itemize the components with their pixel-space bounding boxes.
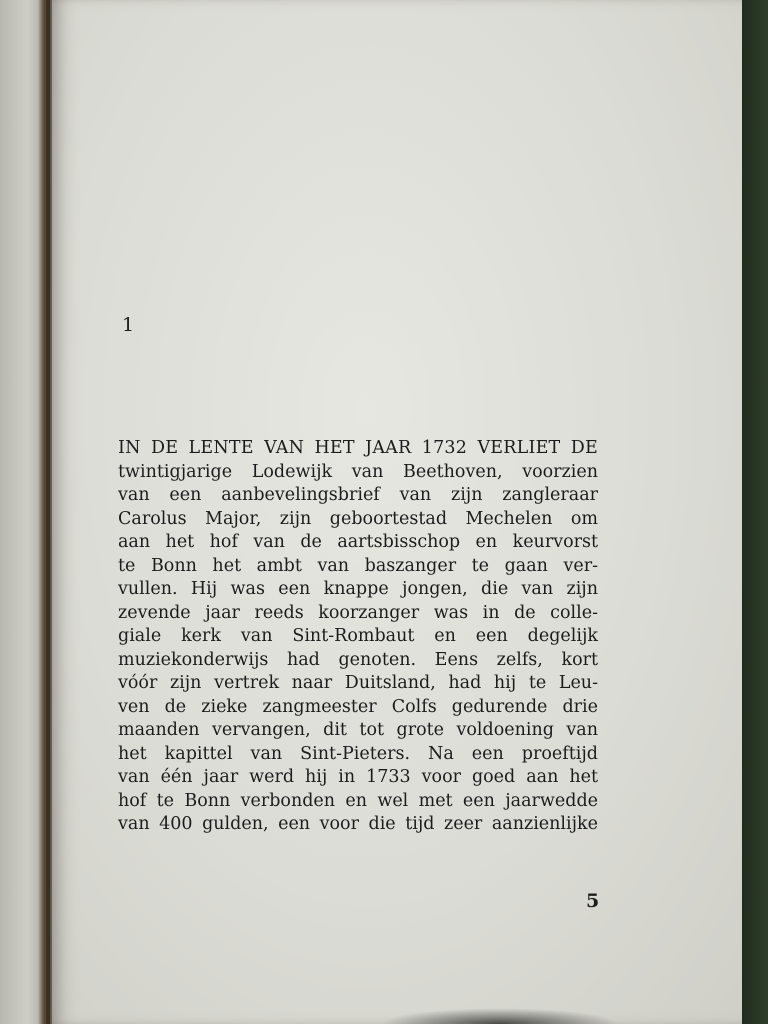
text-line: het kapittel van Sint-Pieters. Na een proeftijd: [118, 743, 598, 764]
text-line: muziekonderwijs had genoten. Eens zelfs, kort: [118, 649, 598, 670]
body-text: [118, 437, 598, 837]
text-line: giale kerk van Sint-Rombaut en een degelijk: [118, 626, 598, 646]
book-cover-edge: [742, 0, 768, 1024]
text-line: vóór zijn vertrek naar Duitsland, had hij te Leu-: [118, 673, 598, 693]
page-number: 5: [586, 890, 600, 912]
text-line: van één jaar werd hij in 1733 voor goed aan het: [118, 767, 598, 787]
text-line: ven de zieke zangmeester Colfs gedurende drie: [118, 696, 598, 717]
text-line: maanden vervangen, dit tot grote voldoening van: [118, 720, 598, 740]
text-line: hof te Bonn verbonden en wel met een jaarwedde: [118, 790, 598, 811]
chapter-number: 1: [122, 314, 135, 336]
text-line: van een aanbevelingsbrief van zijn zangleraar: [118, 485, 598, 505]
spine-shadow: [38, 0, 52, 1024]
text-line: aan het hof van de aartsbisschop en keurvorst: [118, 532, 598, 552]
text-line: te Bonn het ambt van baszanger te gaan ver-: [118, 555, 598, 576]
text-line: IN DE LENTE VAN HET JAAR 1732 VERLIET DE: [118, 438, 598, 458]
bottom-shadow: [380, 1008, 620, 1024]
text-line: vullen. Hij was een knappe jongen, die van zijn: [118, 579, 598, 599]
text-line: van 400 gulden, een voor die tijd zeer aanzienlijke: [118, 814, 598, 834]
text-line: zevende jaar reeds koorzanger was in de colle-: [118, 602, 598, 623]
text-line: twintigjarige Lodewijk van Beethoven, voorzien: [118, 461, 598, 482]
text-line: Carolus Major, zijn geboortestad Mechelen om: [118, 508, 598, 529]
